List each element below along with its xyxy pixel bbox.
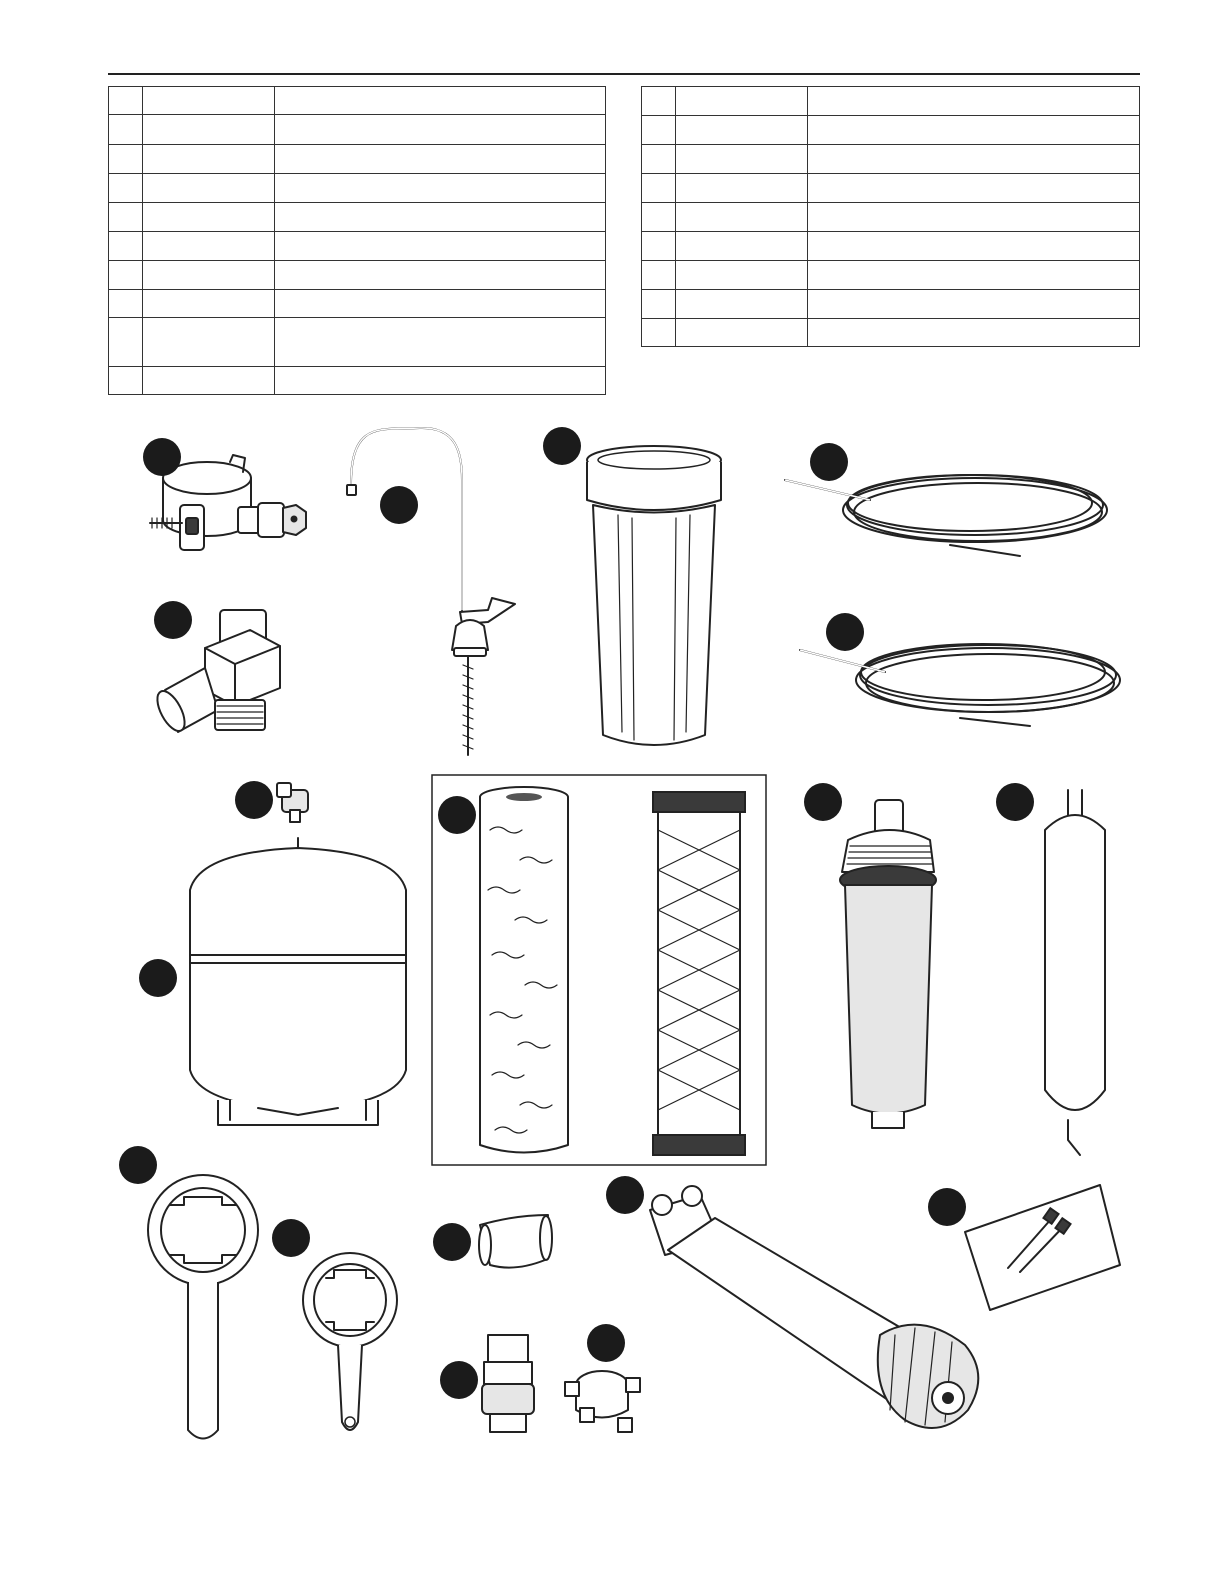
callout-tubing-coil-1	[810, 443, 848, 481]
wrench-icon	[303, 1253, 397, 1430]
tubing-coil-icon	[800, 644, 1120, 726]
callout-membrane-wrench-small	[272, 1219, 310, 1257]
faucet-icon	[347, 428, 515, 755]
ro-membrane-icon	[840, 800, 936, 1128]
sediment-filter-icon	[480, 787, 568, 1153]
adapter-icon	[482, 1335, 534, 1432]
inline-filter-icon	[1045, 790, 1105, 1155]
callout-feed-clamp	[143, 438, 181, 476]
callout-elbow-fitting	[154, 601, 192, 639]
filter-housing-icon	[587, 446, 721, 745]
callout-tank-valve	[235, 781, 273, 819]
callout-ro-membrane	[804, 783, 842, 821]
membrane-housing-icon	[650, 1186, 978, 1428]
screws-packet-icon	[965, 1185, 1120, 1310]
callout-sediment-carbon-filters	[438, 796, 476, 834]
callout-filter-housing	[543, 427, 581, 465]
callout-screws-packet	[928, 1188, 966, 1226]
tubing-coil-icon	[785, 475, 1107, 556]
callout-housing-wrench-large	[119, 1146, 157, 1184]
shutoff-valve-icon	[565, 1371, 640, 1432]
callout-inline-post-filter	[996, 783, 1034, 821]
callout-inserts	[433, 1223, 471, 1261]
callout-faucet	[380, 486, 418, 524]
callout-storage-tank	[139, 959, 177, 997]
callout-membrane-housing	[606, 1176, 644, 1214]
tank-valve-icon	[277, 783, 308, 822]
storage-tank-icon	[190, 838, 406, 1125]
carbon-filter-icon	[653, 792, 745, 1155]
insert-icon	[479, 1215, 552, 1268]
wrench-icon	[148, 1175, 258, 1439]
callout-adapter-fitting	[440, 1361, 478, 1399]
callout-shutoff-valve	[587, 1324, 625, 1362]
callout-tubing-coil-2	[826, 613, 864, 651]
